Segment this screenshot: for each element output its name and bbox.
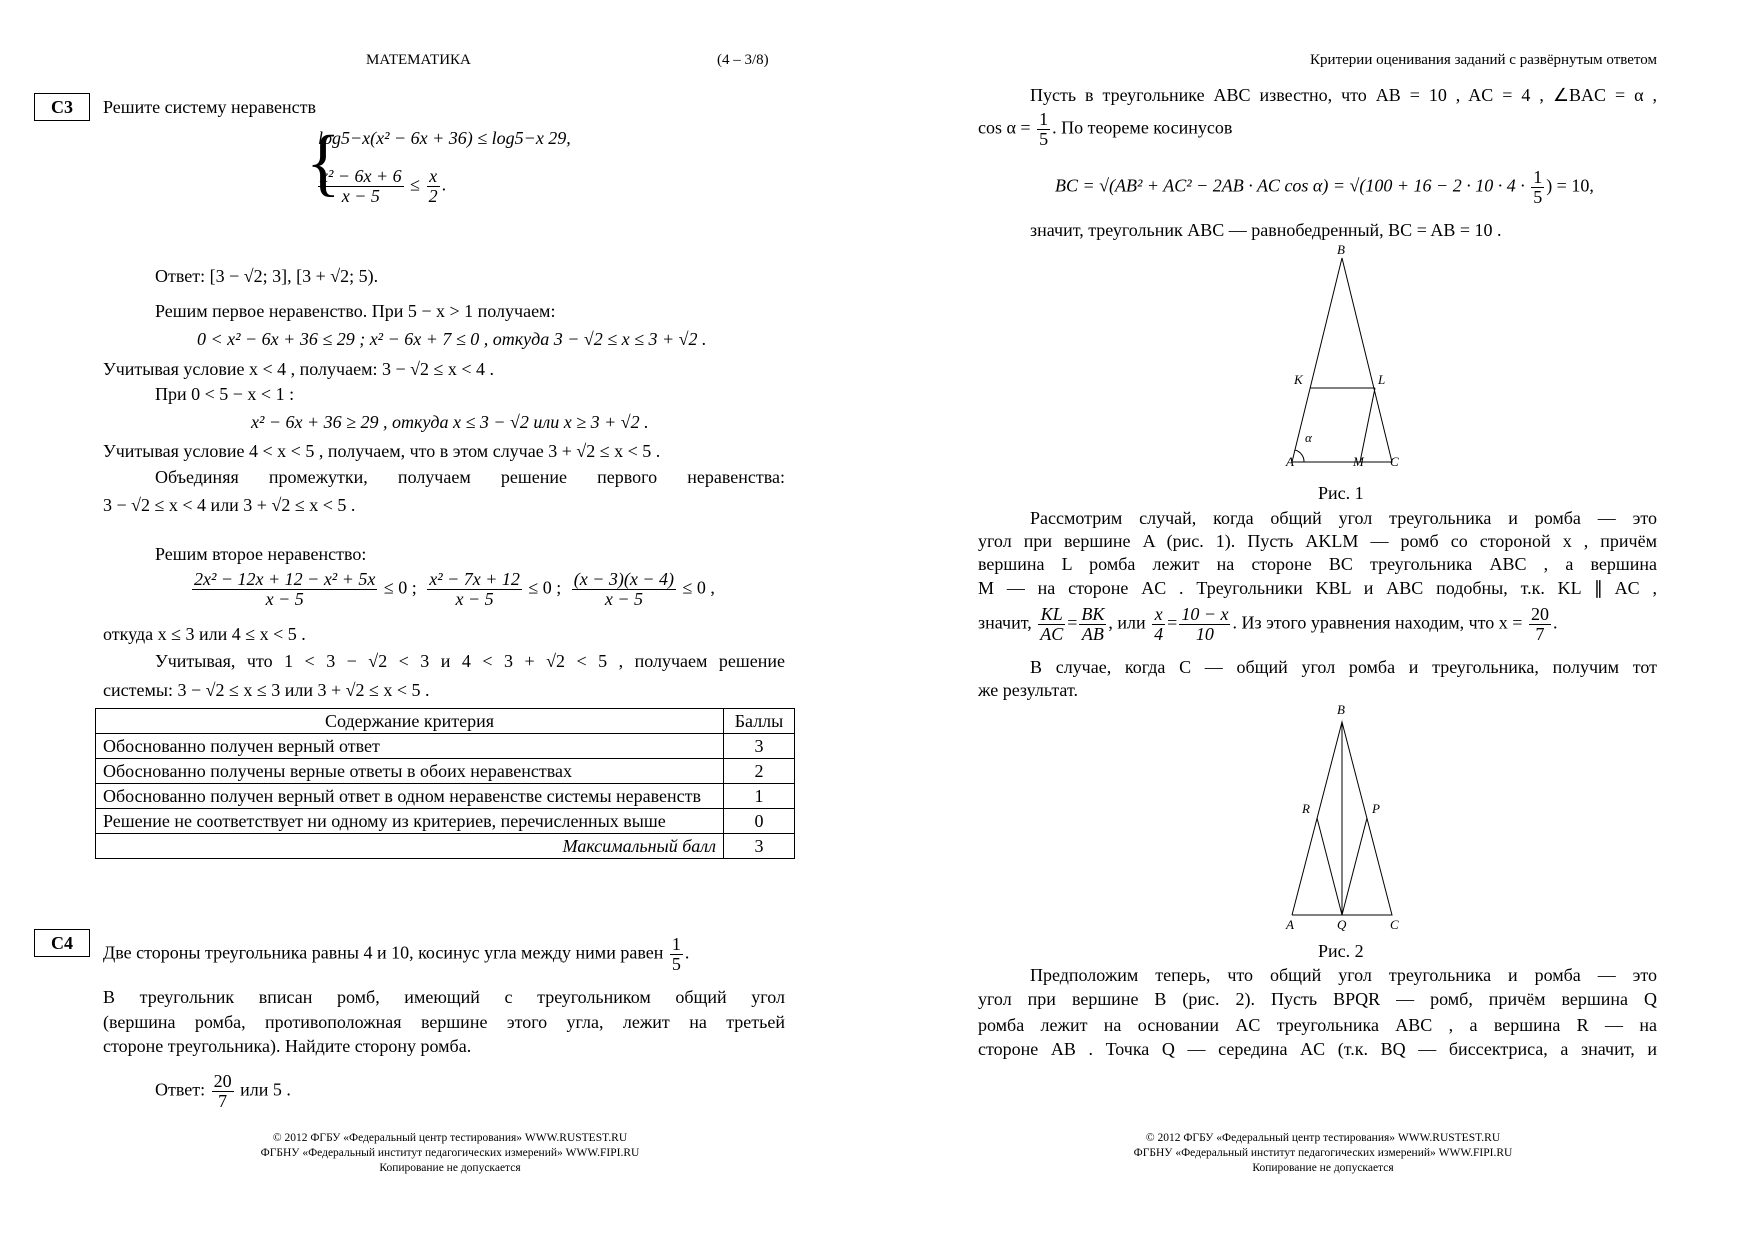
fig1-label-b: B: [1337, 242, 1345, 257]
table-row: [96, 784, 795, 809]
r2-b: . По теореме косинусов: [1052, 117, 1233, 138]
criteria-points: 1: [724, 784, 795, 809]
c3-line-9: Решим второе неравенство:: [155, 544, 367, 564]
right-p3: вершина L ромба лежит на стороне BC треугольника ABC , а вершина: [978, 554, 1657, 574]
footer-line-2: ФГБНУ «Федеральный институт педагогических измерений» WWW.FIPI.RU: [1133, 1147, 1513, 1159]
right-q1: Предположим теперь, что общий угол треугольника и ромба — это: [1030, 965, 1657, 985]
c3-line-11: Учитывая, что 1 < 3 − √2 < 3 и 4 < 3 + √2 < 5 , получаем решение: [155, 651, 785, 671]
sys2-den: x − 5: [341, 186, 380, 206]
right-line-1: Пусть в треугольнике ABC известно, что AB = 10 , AC = 4 , ∠BAC = α ,: [1030, 85, 1657, 105]
f1-num: 2x² − 12x + 12 − x² + 5x: [194, 569, 376, 589]
c4-ans-label: Ответ:: [155, 1079, 206, 1100]
criteria-max-row: [96, 834, 795, 859]
criteria-max-label: Максимальный балл: [96, 834, 724, 859]
criteria-header-content: Содержание критерия: [96, 709, 724, 734]
f1-sign: ≤ 0 ;: [383, 577, 417, 598]
c3-line-10: откуда x ≤ 3 или 4 ≤ x < 5 .: [103, 624, 306, 644]
fig1-label-l: L: [1378, 372, 1386, 387]
c4-ans-rest: или 5 .: [240, 1079, 291, 1100]
footer-left: [190, 1131, 710, 1176]
fig1-label-alpha: α: [1305, 430, 1312, 445]
table-row: [96, 759, 795, 784]
criteria-header-points: Баллы: [724, 709, 795, 734]
p5-f2n: BK: [1081, 604, 1105, 624]
footer-right: [1063, 1131, 1583, 1176]
right-q4: стороне AB . Точка Q — середина AC (т.к. BQ — биссектриса, а значит, и: [978, 1039, 1657, 1059]
c4-line-4: стороне треугольника). Найдите сторону ромба.: [103, 1036, 472, 1056]
right-p6: В случае, когда C — общий угол ромба и треугольника, получим тот: [1030, 657, 1657, 677]
p5-or: , или: [1108, 612, 1146, 633]
f2-num: x² − 7x + 12: [429, 569, 520, 589]
f3-sign: ≤ 0 ,: [682, 577, 715, 598]
f3-num: (x − 3)(x − 4): [573, 569, 675, 589]
c4-t1-num: 1: [671, 934, 681, 954]
p5-f4n: 10 − x: [1181, 604, 1229, 624]
p5-eq: =: [1067, 612, 1078, 633]
header-right-title: Критерии оценивания заданий с развёрнутым ответом: [1310, 52, 1657, 68]
c4-answer: [155, 1072, 291, 1111]
c3-system-line-1: log5−x(x² − 6x + 36) ≤ log5−x 29,: [318, 128, 571, 148]
fig2-segment-pq: [1342, 818, 1367, 915]
right-p5: значит, $\frac{KL}{AC}$ = $\frac{BK}{AB}$ , или $\frac{x}{4}$ = $\frac{10 - x}{10}$ . Из этого уравнения находим, что x = $\frac{20}{7}$ .: [978, 604, 1558, 644]
sys2-rhs-den: 2: [428, 186, 438, 206]
c3-answer: Ответ: [3 − √2; 3], [3 + √2; 5).: [155, 266, 379, 286]
r3-den: 5: [1533, 187, 1543, 207]
criteria-points: 2: [724, 759, 795, 784]
table-row: [96, 734, 795, 759]
fig2-label-a: A: [1286, 917, 1294, 932]
criteria-points: 0: [724, 809, 795, 834]
footer-line-1: © 2012 ФГБУ «Федеральный центр тестирования» WWW.RUSTEST.RU: [1145, 1132, 1501, 1144]
c4-line-3: (вершина ромба, противоположная вершине этого угла, лежит на третьей: [103, 1012, 785, 1032]
c3-line-5: x² − 6x + 36 ≥ 29 , откуда x ≤ 3 − √2 или x ≥ 3 + √2 .: [251, 412, 649, 432]
criteria-text: Обоснованно получен верный ответ: [96, 734, 724, 759]
task-c4-label: С4: [34, 929, 90, 957]
p5-f1d: AC: [1040, 624, 1064, 644]
right-line-4: значит, треугольник ABC — равнобедренный, BC = AB = 10 .: [1030, 220, 1502, 240]
c3-line-4: При 0 < 5 − x < 1 :: [155, 384, 295, 404]
p5-b: . Из этого уравнения находим, что x =: [1232, 612, 1523, 633]
c3-line-6: Учитывая условие 4 < x < 5 , получаем, что в этом случае 3 + √2 ≤ x < 5 .: [103, 441, 661, 461]
p5-a: значит,: [978, 612, 1032, 633]
p5-f3n: x: [1152, 605, 1165, 625]
footer-line-3: Копирование не допускается: [1252, 1162, 1394, 1174]
p5-f2d: AB: [1081, 624, 1104, 644]
footer-line-3: Копирование не допускается: [379, 1162, 521, 1174]
c3-task-text: Решите систему неравенств: [103, 97, 316, 117]
criteria-points: 3: [724, 734, 795, 759]
c4-line-1: Две стороны треугольника равны 4 и 10, косинус угла между ними равен $\frac{1}{5}$ .: [103, 934, 690, 974]
fig2-label-b: B: [1337, 702, 1345, 717]
fig2-segment-rq: [1317, 818, 1342, 915]
criteria-text: Решение не соответствует ни одному из критериев, перечисленных выше: [96, 809, 724, 834]
c3-line-2: 0 < x² − 6x + 36 ≤ 29 ; x² − 6x + 7 ≤ 0 , откуда 3 − √2 ≤ x ≤ 3 + √2 .: [197, 329, 707, 349]
c3-line-1: Решим первое неравенство. При 5 − x > 1 получаем:: [155, 301, 556, 321]
footer-line-2: ФГБНУ «Федеральный институт педагогических измерений» WWW.FIPI.RU: [260, 1147, 640, 1159]
footer-line-1: © 2012 ФГБУ «Федеральный центр тестирования» WWW.RUSTEST.RU: [272, 1132, 628, 1144]
c3-system-line-2: $\frac{\text{x² − 6x + 6}}{x - 5}$ ≤ $\frac{x}{2}$ .: [320, 166, 447, 206]
r3-b: ) = 10,: [1546, 175, 1594, 196]
fig2-label-p: P: [1372, 801, 1380, 816]
fig1-label-a: A: [1286, 454, 1294, 469]
fig2-label-q: Q: [1337, 917, 1347, 932]
fig1-segment-lm: [1360, 388, 1375, 462]
c4-ans-num: 20: [213, 1071, 232, 1091]
c3-line-3: Учитывая условие x < 4 , получаем: 3 − √2 ≤ x < 4 .: [103, 359, 495, 379]
sys2-num: x² − 6x + 6: [320, 166, 402, 186]
p5-f1n: KL: [1038, 605, 1065, 625]
p5-f3d: 4: [1154, 624, 1164, 644]
fig1-label-k: K: [1294, 372, 1303, 387]
right-q3: ромба лежит на основании AC треугольника ABC , а вершина R — на: [978, 1015, 1657, 1035]
c3-line-12: системы: 3 − √2 ≤ x ≤ 3 или 3 + √2 ≤ x < 5 .: [103, 680, 430, 700]
criteria-table: [95, 708, 795, 859]
c4-t1-den: 5: [671, 954, 681, 974]
right-line-3: [1055, 168, 1594, 207]
right-q2: угол при вершине B (рис. 2). Пусть BPQR — ромб, причём вершина Q: [978, 989, 1657, 1009]
table-row: [96, 809, 795, 834]
header-page-number: (4 – 3/8): [717, 52, 769, 68]
r2-den: 5: [1039, 129, 1049, 149]
criteria-text: Обоснованно получены верные ответы в обоих неравенствах: [96, 759, 724, 784]
fig1-label-m: M: [1353, 454, 1364, 469]
criteria-header-row: [96, 709, 795, 734]
right-p1: Рассмотрим случай, когда общий угол треугольника и ромба — это: [1030, 508, 1657, 528]
fig1-label-c: C: [1390, 454, 1399, 469]
c4-line-2: В треугольник вписан ромб, имеющий с треугольником общий угол: [103, 987, 785, 1007]
figure-1-caption: Рис. 1: [1318, 483, 1364, 503]
right-p7: же результат.: [978, 680, 1078, 700]
fig1-angle-arc: [1295, 450, 1304, 462]
f2-den: x − 5: [455, 589, 494, 609]
criteria-text: Обоснованно получен верный ответ в одном неравенстве системы неравенств: [96, 784, 724, 809]
f2-sign: ≤ 0 ;: [528, 577, 562, 598]
right-p4: M — на стороне AC . Треугольники KBL и ABC подобны, т.к. KL ∥ AC ,: [978, 578, 1657, 598]
c4-t1: Две стороны треугольника равны 4 и 10, косинус угла между ними равен: [103, 942, 664, 963]
figure-2-triangle: [1270, 700, 1410, 935]
r3-num: 1: [1533, 167, 1543, 187]
c4-ans-den: 7: [218, 1091, 228, 1111]
header-subject: МАТЕМАТИКА: [366, 52, 471, 68]
criteria-max-points: 3: [724, 834, 795, 859]
task-c3-label: С3: [34, 93, 90, 121]
figure-1-triangle: [1270, 240, 1410, 470]
r2-num: 1: [1039, 109, 1049, 129]
right-p2: угол при вершине A (рис. 1). Пусть AKLM — ромб со стороной x , причём: [978, 531, 1657, 551]
r3-a: BC = √(AB² + AC² − 2AB · AC cos α) = √(100 + 16 − 2 · 10 · 4 ·: [1055, 175, 1525, 196]
c3-system-brace: {: [306, 120, 341, 204]
right-line-2: [978, 110, 1232, 149]
c3-line-8: 3 − √2 ≤ x < 4 или 3 + √2 ≤ x < 5 .: [103, 495, 356, 515]
sys2-rhs-num: x: [427, 167, 440, 187]
f1-den: x − 5: [265, 589, 304, 609]
r2-a: cos α =: [978, 117, 1031, 138]
p5-f5n: 20: [1530, 604, 1549, 624]
p5-f4d: 10: [1195, 624, 1214, 644]
fig2-label-c: C: [1390, 917, 1399, 932]
fig2-label-r: R: [1302, 801, 1310, 816]
f3-den: x − 5: [604, 589, 643, 609]
figure-2-caption: Рис. 2: [1318, 941, 1364, 961]
c3-line-7: Объединяя промежутки, получаем решение первого неравенства:: [155, 467, 785, 487]
p5-f5d: 7: [1535, 624, 1545, 644]
c3-fractions-row: [190, 570, 715, 609]
